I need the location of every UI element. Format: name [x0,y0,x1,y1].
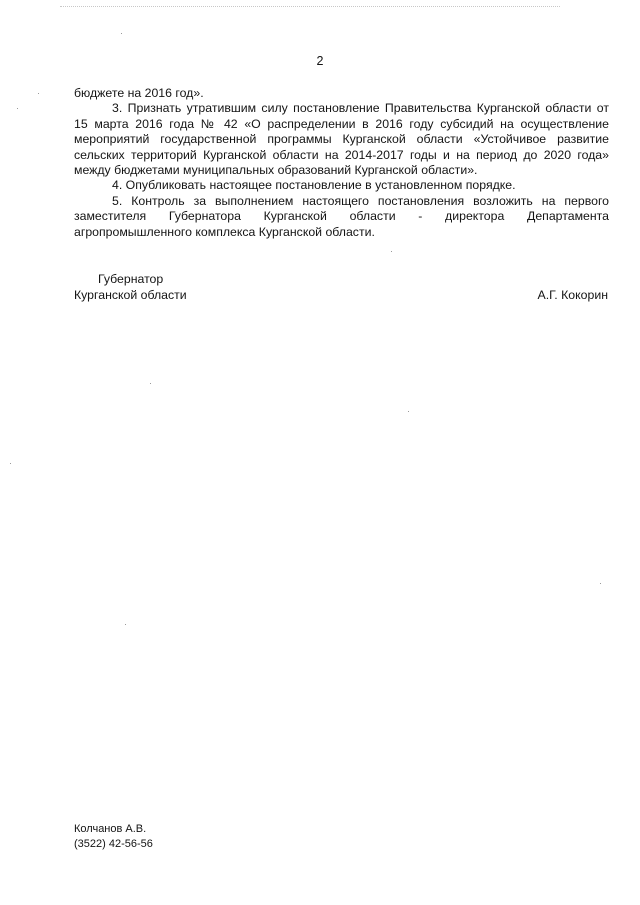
scan-speck [600,583,601,584]
scan-speck [10,463,11,464]
scan-speck [125,624,126,625]
signatory-name: А.Г. Кокорин [537,288,608,302]
executor-block [74,822,153,852]
scan-speck [121,33,122,34]
paragraph-4: 4. Опубликовать настоящее постановление в установленном порядке. [112,178,516,193]
executor-name: Колчанов А.В. [74,823,147,835]
signatory-title-line2: Курганской области [74,288,187,302]
page-number: 2 [316,54,324,68]
scan-speck [391,251,392,252]
signatory-title-line1: Губернатор [98,272,164,286]
scan-speck [150,383,151,384]
paragraph-continuation: бюджете на 2016 год». [74,86,204,100]
scan-speck [38,93,39,94]
scan-speck [17,108,18,109]
scan-speck [408,411,409,412]
executor-phone: (3522) 42-56-56 [74,838,153,850]
scan-edge-dots [60,6,560,9]
document-body [74,86,609,240]
paragraph-5: 5. Контроль за выполнением настоящего постановления возложить на первого заместителя Губернатора Курганской области - директора Департамента агропромышленного комплекса Курганской области. [74,193,609,239]
signatory-title [74,271,187,303]
paragraph-3: 3. Признать утратившим силу постановление Правительства Курганской области от 15 марта 2016 года № 42 «О распределении в 2016 году субсидий на осуществление мероприятий государственной программы Курганской области «Устойчивое развитие сельских территорий Курганской области на 2014-2017 годы и на период до 2020 года» между бюджетами муниципальных образований Курганской области». [74,101,609,178]
